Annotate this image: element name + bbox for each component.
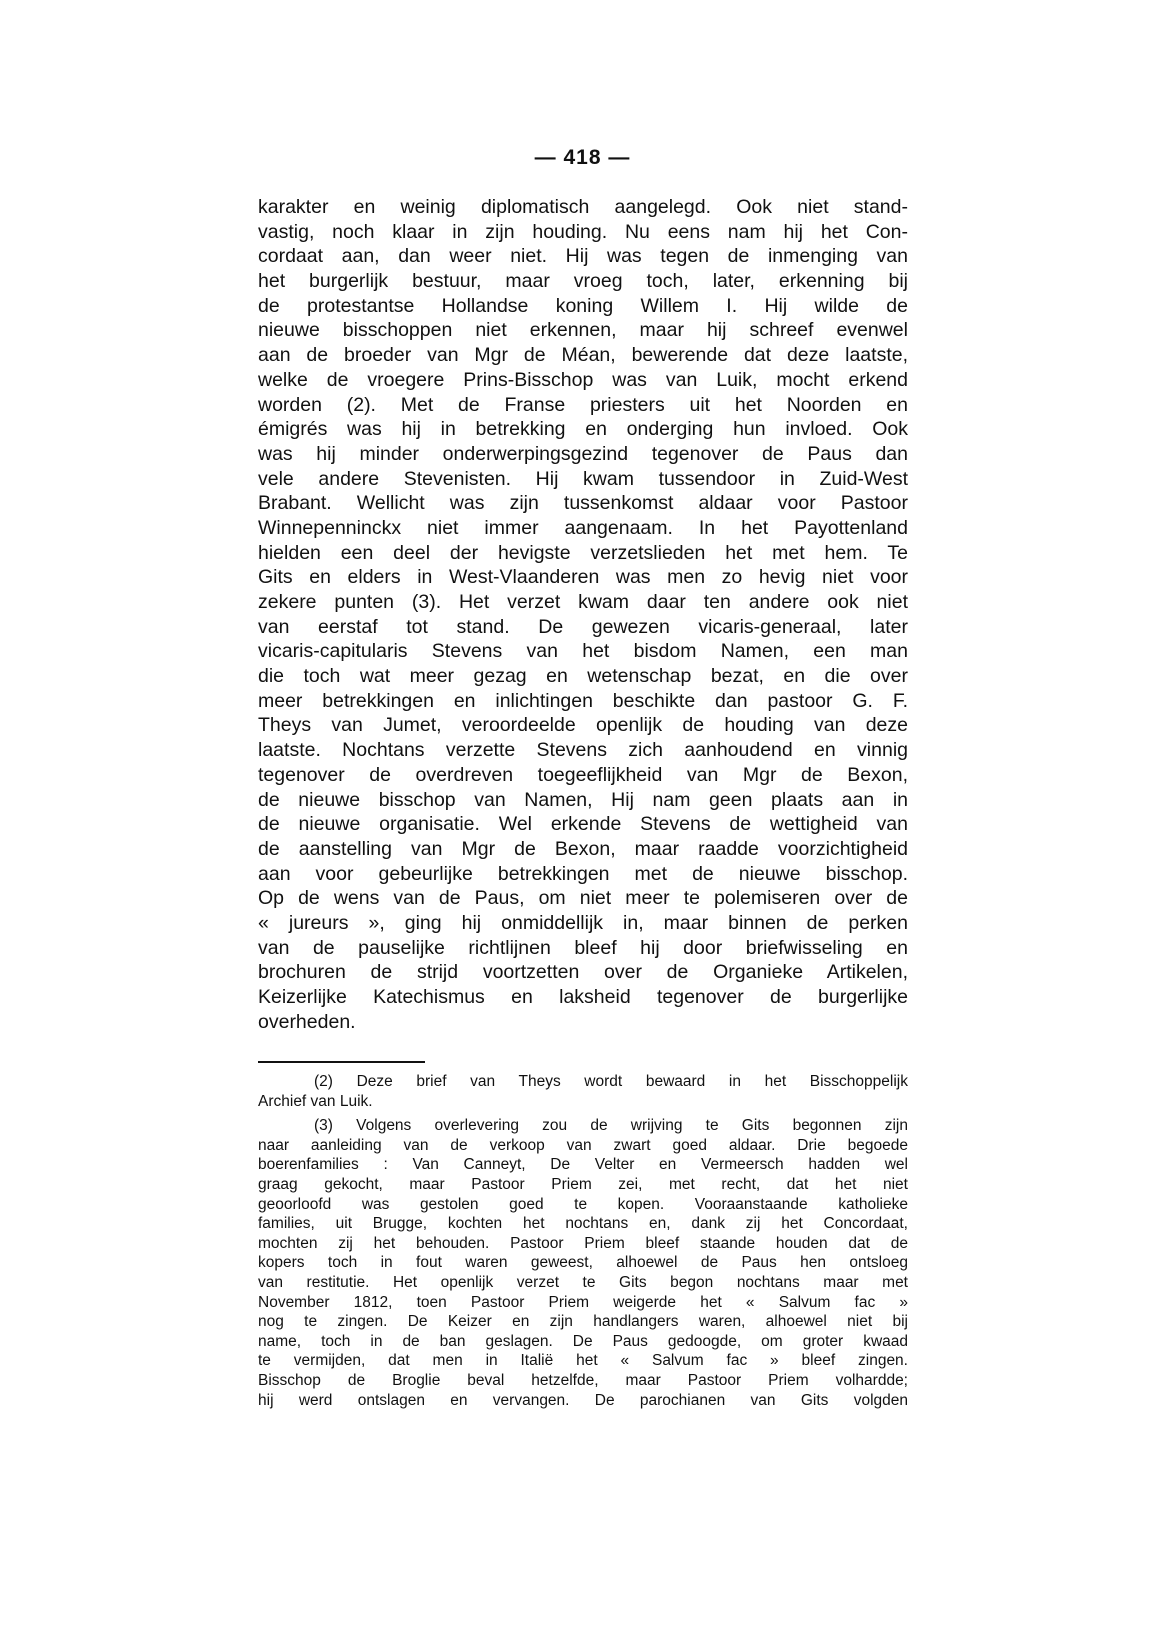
body-line: hielden een deel der hevigste verzetslieden het met hem. Te bbox=[258, 541, 908, 564]
body-line: cordaat aan, dan weer niet. Hij was tegen de inmenging van bbox=[258, 245, 908, 268]
body-line: de nieuwe bisschop van Namen, Hij nam geen plaats aan in bbox=[258, 788, 908, 811]
footnote-line: Bisschop de Broglie beval hetzelfde, maar Pastoor Priem volhardde; bbox=[258, 1371, 908, 1389]
footnote-line: naar aanleiding van de verkoop van zwart goed aldaar. Drie begoede bbox=[258, 1136, 908, 1154]
footnote-line: graag gekocht, maar Pastoor Priem zei, met recht, dat het niet bbox=[258, 1175, 908, 1193]
footnote-line: (2) Deze brief van Theys wordt bewaard in het Bisschoppelijk bbox=[314, 1073, 908, 1090]
body-line: was hij minder onderwerpingsgezind tegenover de Paus dan bbox=[258, 442, 908, 465]
body-line: Theys van Jumet, veroordeelde openlijk de houding van deze bbox=[258, 714, 908, 737]
footnote-line: name, toch in de ban geslagen. De Paus gedoogde, om groter kwaad bbox=[258, 1332, 908, 1350]
footnote-divider bbox=[258, 1061, 425, 1063]
body-line: Gits en elders in West-Vlaanderen was men zo hevig niet voor bbox=[258, 566, 908, 589]
body-line: van de pauselijke richtlijnen bleef hij door briefwisseling en bbox=[258, 936, 908, 959]
body-line: karakter en weinig diplomatisch aangelegd. Ook niet stand- bbox=[258, 196, 908, 218]
footnote-line: hij werd ontslagen en vervangen. De parochianen van Gits volgden bbox=[258, 1391, 908, 1409]
body-line: Winnepenninckx niet immer aangenaam. In het Payottenland bbox=[258, 516, 908, 539]
footnotes bbox=[258, 1072, 908, 1410]
footnote-line: kopers toch in fout waren geweest, alhoewel de Paus hen ontsloeg bbox=[258, 1254, 908, 1272]
body-line: émigrés was hij in betrekking en onderging hun invloed. Ook bbox=[258, 418, 908, 441]
body-line: de nieuwe organisatie. Wel erkende Stevens de wettigheid van bbox=[258, 813, 908, 836]
footnote-line: geoorloofd was gestolen goed te kopen. Vooraanstaande katholieke bbox=[258, 1195, 908, 1213]
body-line: vicaris-capitularis Stevens van het bisdom Namen, een man bbox=[258, 640, 908, 663]
body-line: overheden. bbox=[258, 1010, 356, 1033]
footnote-line: (3) Volgens overlevering zou de wrijving te Gits begonnen zijn bbox=[314, 1117, 908, 1135]
body-line: brochuren de strijd voortzetten over de Organieke Artikelen, bbox=[258, 961, 908, 984]
footnote-line: boerenfamilies : Van Canneyt, De Velter en Vermeersch hadden wel bbox=[258, 1156, 908, 1174]
footnote-line: nog te zingen. De Keizer en zijn handlangers waren, alhoewel niet bij bbox=[258, 1313, 908, 1331]
page-number: — 418 — bbox=[534, 146, 631, 169]
body-line: laatste. Nochtans verzette Stevens zich aanhoudend en vinnig bbox=[258, 739, 908, 762]
body-line: aan de broeder van Mgr de Méan, bewerende dat deze laatste, bbox=[258, 344, 908, 367]
body-line: zekere punten (3). Het verzet kwam daar ten andere ook niet bbox=[258, 591, 908, 613]
footnote-line: te vermijden, dat men in Italië het « Salvum fac » bleef zingen. bbox=[258, 1352, 908, 1370]
footnote-line: families, uit Brugge, kochten het nochtans en, dank zij het Concordaat, bbox=[258, 1215, 908, 1233]
body-line: van eerstaf tot stand. De gewezen vicaris-generaal, later bbox=[258, 615, 908, 638]
body-line: vastig, noch klaar in zijn houding. Nu eens nam hij het Con- bbox=[258, 220, 908, 243]
body-line: Brabant. Wellicht was zijn tussenkomst aldaar voor Pastoor bbox=[258, 492, 908, 515]
body-line: de protestantse Hollandse koning Willem I. Hij wilde de bbox=[258, 294, 908, 317]
body-line: het burgerlijk bestuur, maar vroeg toch, later, erkenning bij bbox=[258, 270, 908, 293]
body-line: vele andere Stevenisten. Hij kwam tussendoor in Zuid-West bbox=[258, 467, 908, 490]
footnote-line: mochten zij het behouden. Pastoor Priem bleef staande houden dat de bbox=[258, 1234, 908, 1252]
body-line: « jureurs », ging hij onmiddellijk in, maar binnen de perken bbox=[258, 911, 908, 934]
body-line: meer betrekkingen en inlichtingen beschikte dan pastoor G. F. bbox=[258, 689, 908, 712]
body-line: Op de wens van de Paus, om niet meer te polemiseren over de bbox=[258, 887, 908, 910]
body-text bbox=[258, 195, 908, 1034]
body-line: nieuwe bisschoppen niet erkennen, maar hij schreef evenwel bbox=[258, 319, 908, 342]
footnote-line: November 1812, toen Pastoor Priem weigerde het « Salvum fac » bbox=[258, 1293, 908, 1311]
body-line: de aanstelling van Mgr de Bexon, maar raadde voorzichtigheid bbox=[258, 837, 908, 860]
footnote-3 bbox=[258, 1116, 908, 1410]
body-line: worden (2). Met de Franse priesters uit het Noorden en bbox=[258, 393, 908, 416]
body-line: welke de vroegere Prins-Bisschop was van Luik, mocht erkend bbox=[258, 368, 908, 391]
body-line: tegenover de overdreven toegeeflijkheid van Mgr de Bexon, bbox=[258, 763, 908, 786]
footnote-line: Archief van Luik. bbox=[258, 1092, 373, 1110]
footnote-line: van restitutie. Het openlijk verzet te Gits begon nochtans maar met bbox=[258, 1273, 908, 1291]
footnote-2 bbox=[258, 1072, 908, 1111]
body-line: aan voor gebeurlijke betrekkingen met de nieuwe bisschop. bbox=[258, 862, 908, 885]
body-line: Keizerlijke Katechismus en laksheid tegenover de burgerlijke bbox=[258, 986, 908, 1008]
body-line: die toch wat meer gezag en wetenschap bezat, en die over bbox=[258, 665, 908, 688]
